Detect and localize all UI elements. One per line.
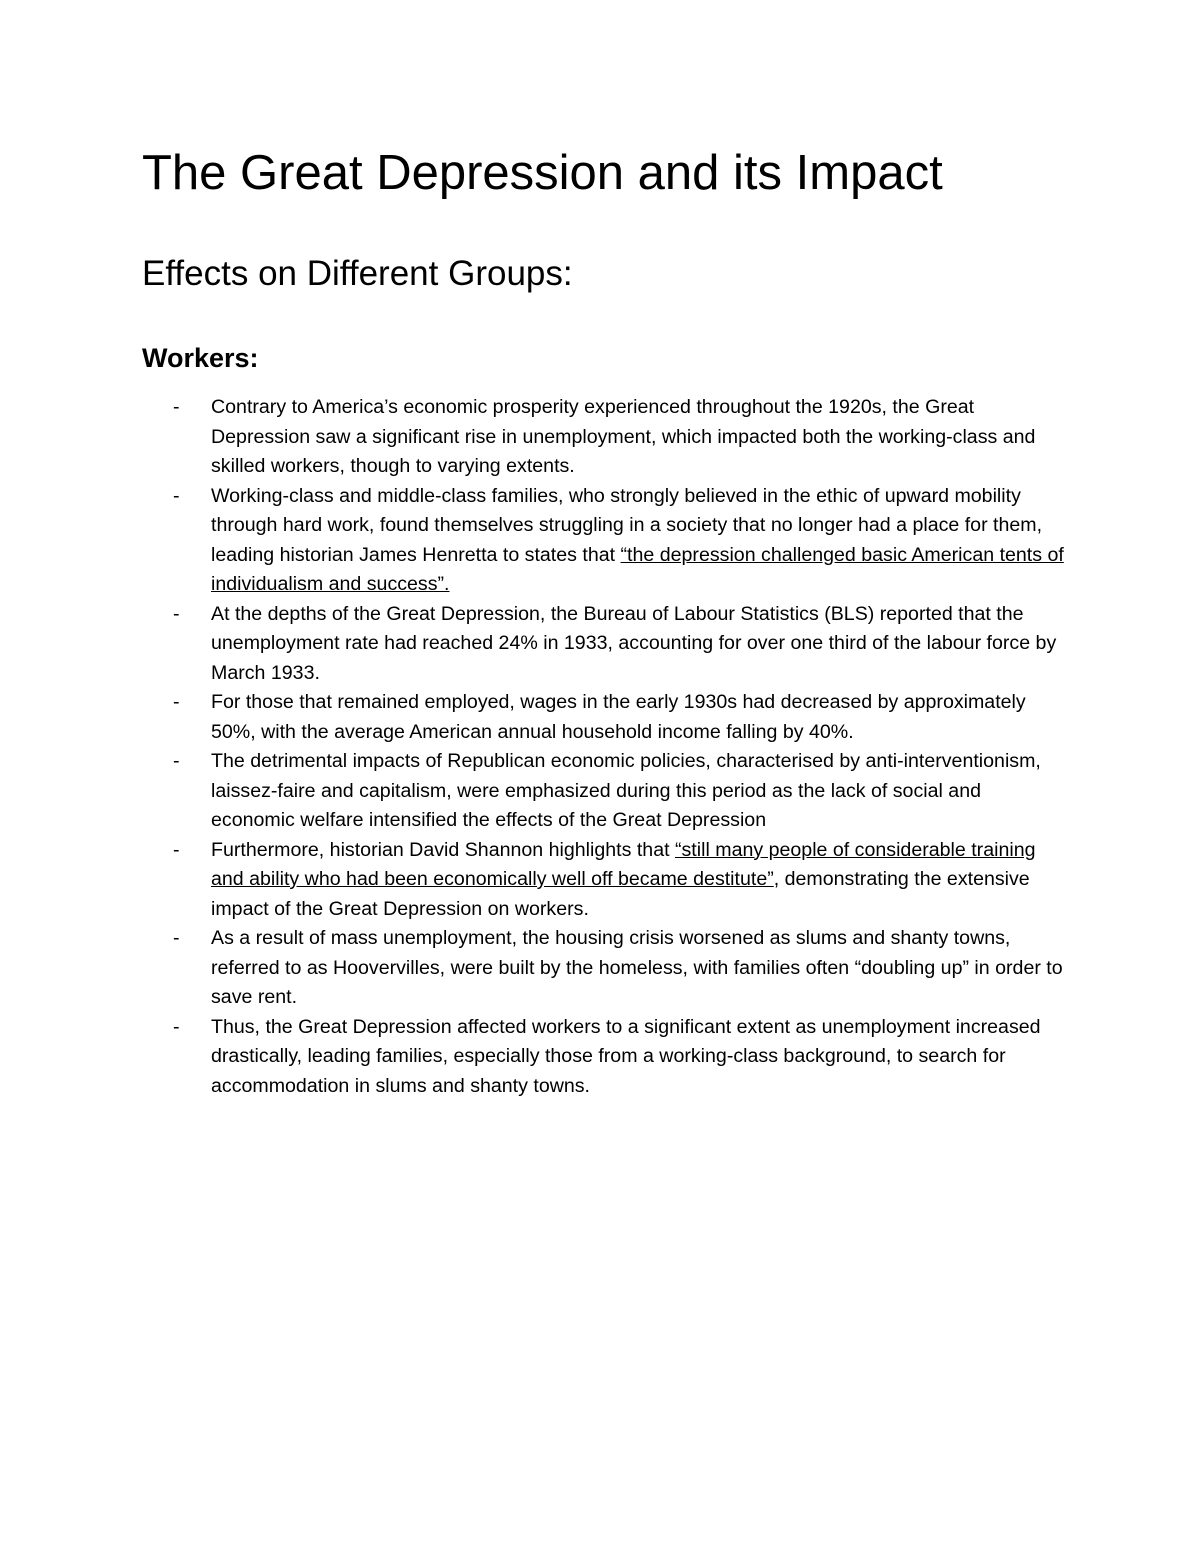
bullet-text: Contrary to America’s economic prosperity experienced throughout the 1920s, the Great Depression saw a significant rise in unemployment, which impacted both the working-class and skilled workers, though to varying extents. [211,396,1036,477]
bullet-text: As a result of mass unemployment, the housing crisis worsened as slums and shanty towns, referred to as Hoovervilles, were built by the homeless, with families often “doubling up” in order to save rent. [211,927,1063,1008]
bullet-text: For those that remained employed, wages in the early 1930s had decreased by approximately 50%, with the average American annual household income falling by 40%. [211,691,1026,743]
bullet-dash: - [173,1015,180,1038]
bullet-text: Thus, the Great Depression affected workers to a significant extent as unemployment increased drastically, leading families, especially those from a working-class background, to search for accommodation in slums and shanty towns. [211,1015,1041,1097]
bullet-dash: - [173,691,180,713]
bullet-text: Working-class and middle-class families, who strongly believed in the ethic of upward mobility through hard work, found themselves struggling in a society that no longer had a place for them, leading historian James Henretta to states that [211,484,1043,566]
bullet-text: At the depths of the Great Depression, the Bureau of Labour Statistics (BLS) reported that the unemployment rate had reached 24% in 1933, accounting for over one third of the labour force by March 1933. [211,602,1057,684]
document-subtitle: Effects on Different Groups: [142,254,573,293]
list-item [142,836,1067,925]
list-item [142,688,1067,747]
bullet-text: Furthermore, historian David Shannon highlights that [211,838,675,861]
list-item [142,600,1067,689]
bullet-dash: - [173,750,180,772]
bullet-text: The detrimental impacts of Republican economic policies, characterised by anti-interventionism, laissez-faire and capitalism, were emphasized during this period as the lack of social and economic welfare intensified the effects of the Great Depression [211,750,1041,831]
list-item [142,924,1067,1013]
document-title: The Great Depression and its Impact [142,146,943,200]
bullet-dash: - [173,602,180,625]
underlined-quote: “the depression challenged basic American tents of individualism and success”. [211,543,1064,595]
list-item [142,747,1067,836]
bullet-text-continued: , demonstrating the extensive impact of the Great Depression on workers. [211,868,1030,920]
list-item [142,482,1067,600]
list-item [142,393,1067,482]
underlined-quote: “still many people of considerable training and ability who had been economically well off became destitute” [211,838,1036,890]
list-item [142,1013,1067,1102]
bullet-dash: - [173,396,180,418]
bullet-dash: - [173,838,180,861]
workers-bullet-list [142,393,1067,1101]
section-heading-workers: Workers: [142,343,259,373]
bullet-dash: - [173,484,180,507]
bullet-dash: - [173,927,180,949]
